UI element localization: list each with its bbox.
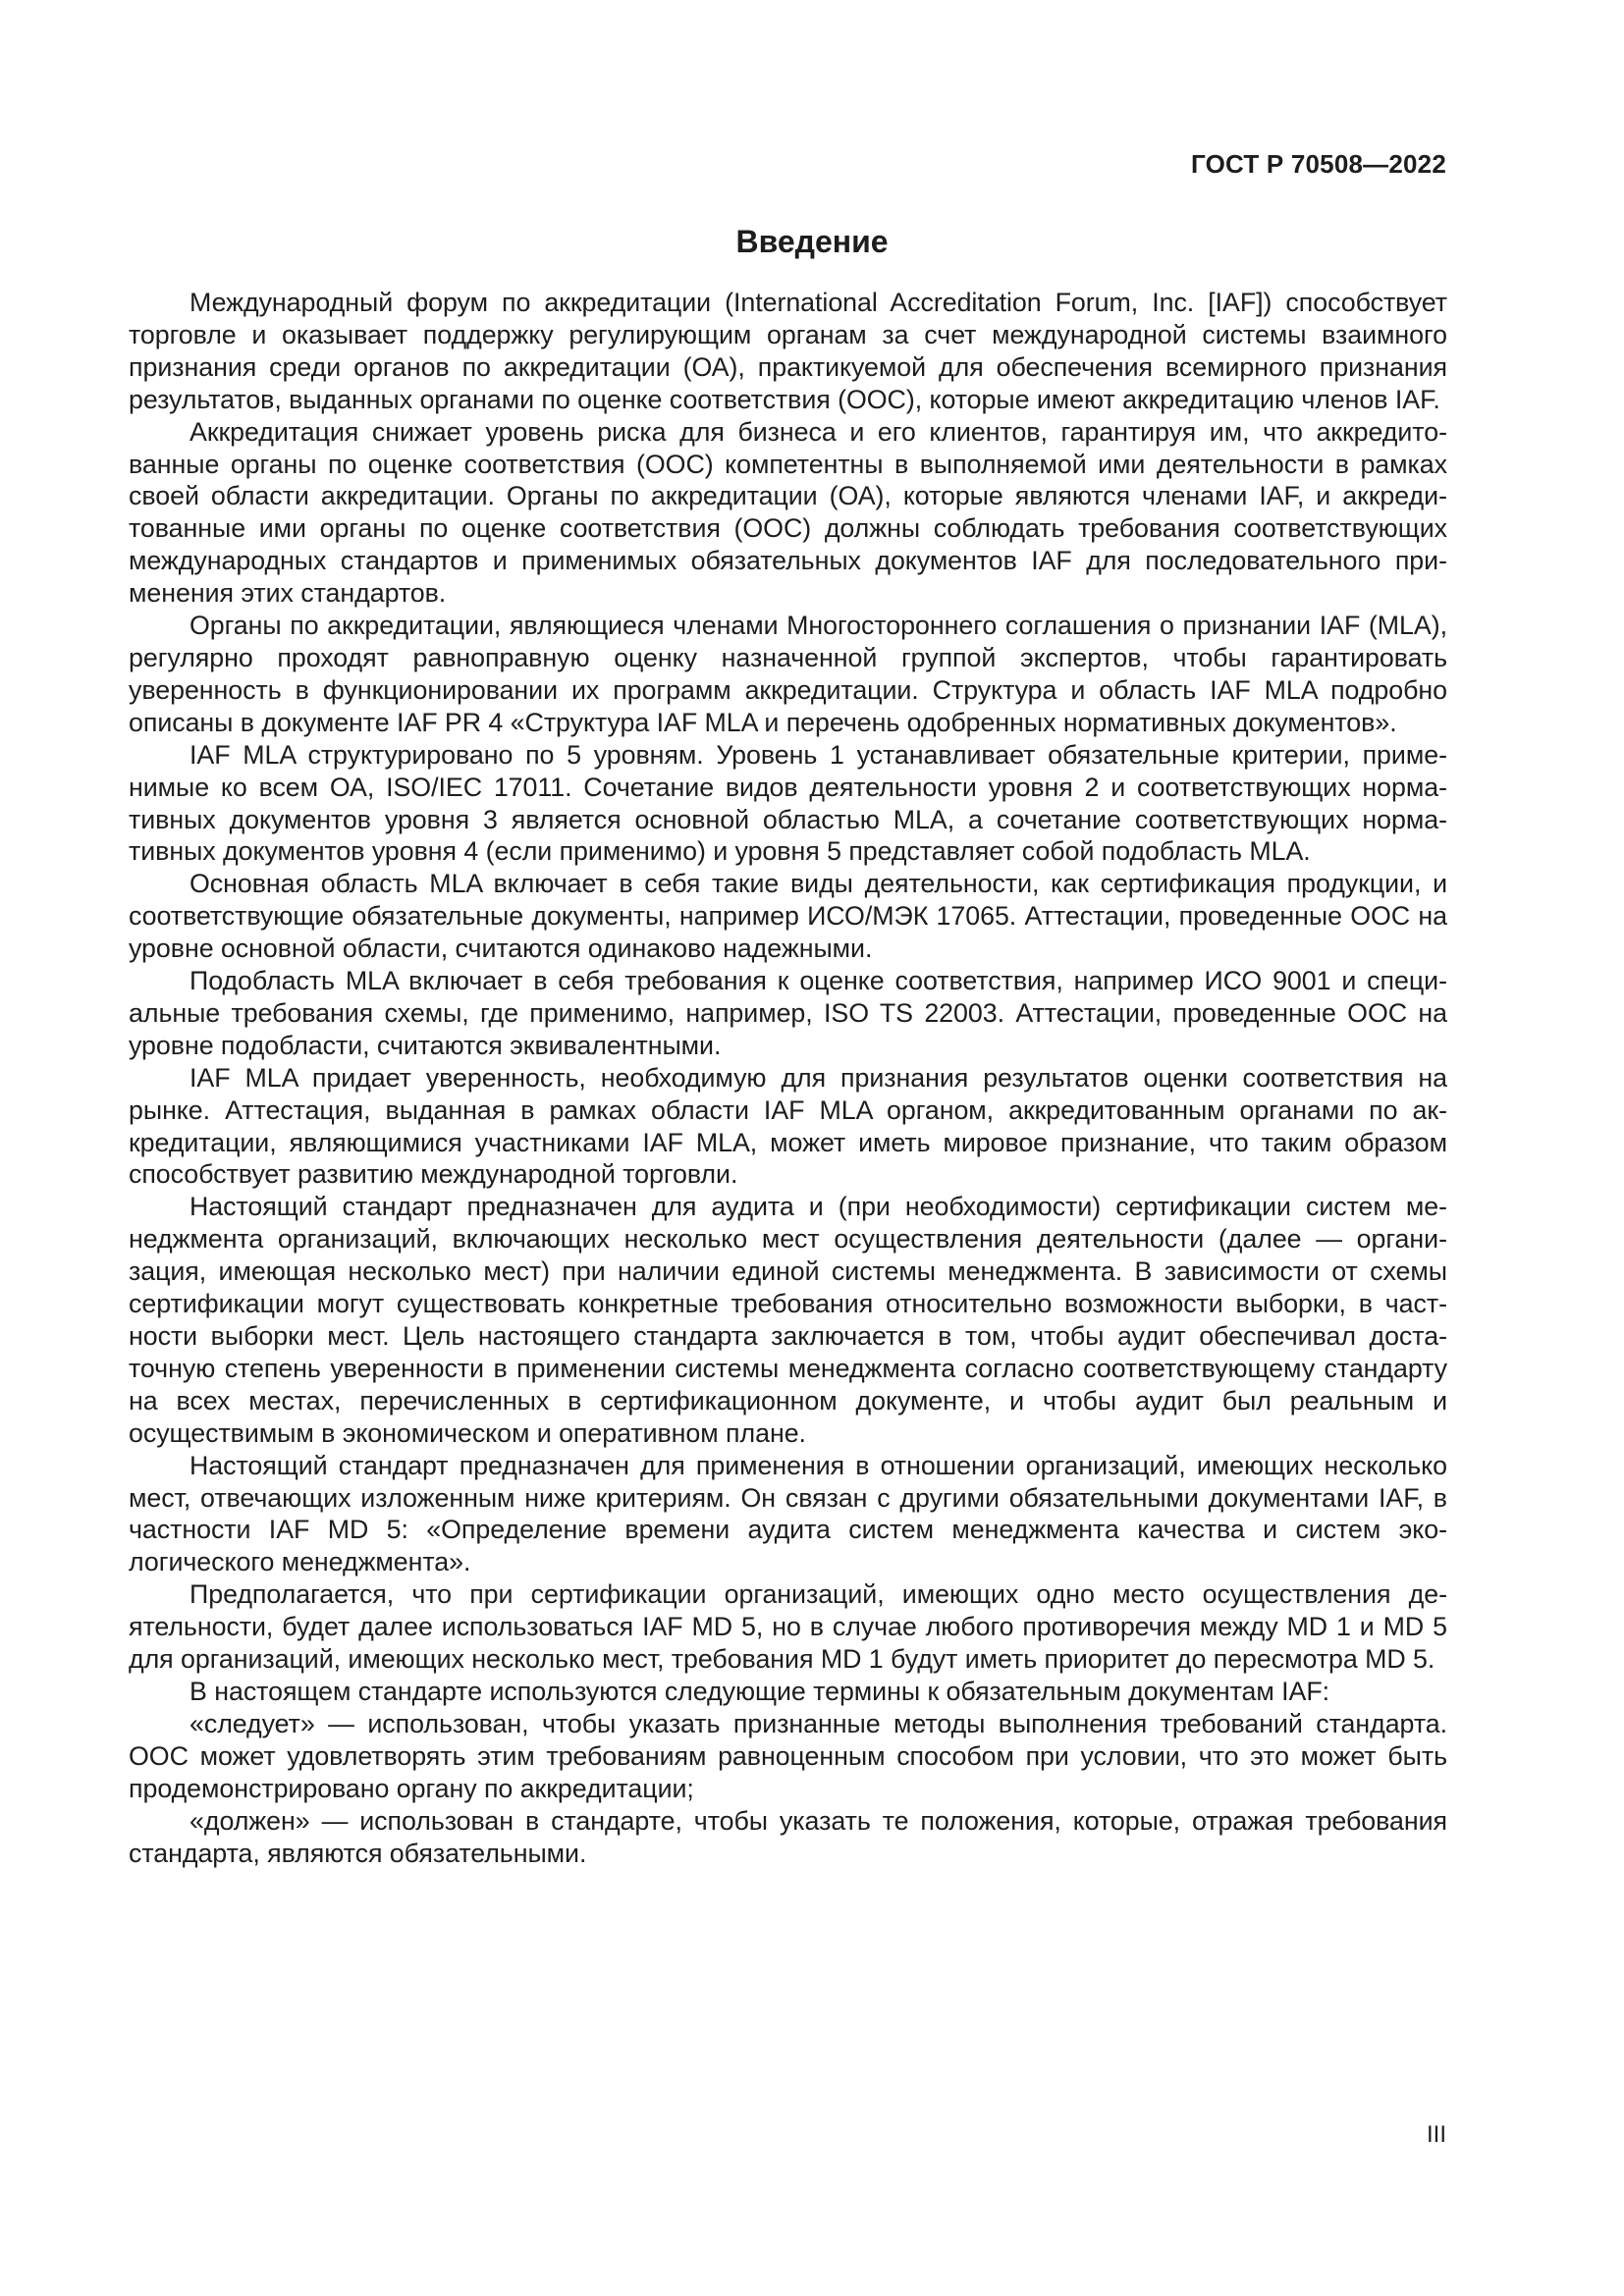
paragraph: Аккредитация снижает уровень риска для бизнеса и его клиентов, гарантируя им, что аккредитованные органы по оценке соответствия (ООС) компетентны в выполняемой ими деятельности в рамках своей области аккредитации. Органы по аккредитации (ОА), которые являются членами IAF, и аккредитованные ими органы по оценке соответствия (ООС) должны соблюдать требования соответствующих международных стандартов и применимых обязательных документов IAF для последовательного применения этих стандартов. xyxy=(129,416,1447,609)
paragraph: Подобласть MLA включает в себя требования к оценке соответствия, например ИСО 9001 и специальные требования схемы, где применимо, например, ISO TS 22003. Аттестации, проведенные ООС на уровне подобласти, считаются эквивалентными. xyxy=(129,966,1447,1060)
body-text xyxy=(129,287,1447,1869)
paragraph: Настоящий стандарт предназначен для применения в отношении организаций, имеющих несколько мест, отвечающих изложенным ниже критериям. Он связан с другими обязательными документами IAF, в частности IAF MD 5: «Определение времени аудита систем менеджмента качества и систем экологического менеджмента». xyxy=(129,1450,1447,1577)
paragraph: Органы по аккредитации, являющиеся членами Многостороннего соглашения о признании IAF (MLA), регулярно проходят равноправную оценку назначенной группой экспертов, чтобы гарантировать уверенность в функционировании их программ аккредитации. Структура и область IAF MLA подробно описаны в документе IAF PR 4 «Структура IAF MLA и перечень одобренных нормативных документов». xyxy=(129,611,1447,737)
page-number: III xyxy=(1426,2121,1446,2148)
section-title: Введение xyxy=(735,224,889,259)
paragraph: Международный форум по аккредитации (International Accreditation Forum, Inc. [IAF]) способствует торговле и оказывает поддержку регулирующим органам за счет международной системы взаимного признания среди органов по аккредитации (ОА), практикуемой для обеспечения всемирного признания результатов, выданных органами по оценке соответствия (ООС), которые имеют аккредитацию членов IAF. xyxy=(129,288,1447,414)
paragraph: «следует» — использован, чтобы указать признанные методы выполнения требований стандарта. ООС может удовлетворять этим требованиям равноценным способом при условии, что это может быть продемонстрировано органу по аккредитации; xyxy=(129,1708,1447,1803)
paragraph: Настоящий стандарт предназначен для аудита и (при необходимости) сертификации систем менеджмента организаций, включающих несколько мест осуществления деятельности (далее — организация, имеющая несколько мест) при наличии единой системы менеджмента. В зависимости от схемы сертификации могут существовать конкретные требования относительно возможности выборки, в частности выборки мест. Цель настоящего стандарта заключается в том, чтобы аудит обеспечивал достаточную степень уверенности в применении системы менеджмента согласно соответствующему стандарту на всех местах, перечисленных в сертификационном документе, и чтобы аудит был реальным и осуществимым в экономическом и оперативном плане. xyxy=(129,1192,1447,1448)
paragraph: Основная область MLA включает в себя такие виды деятельности, как сертификация продукции, и соответствующие обязательные документы, например ИСО/МЭК 17065. Аттестации, проведенные ООС на уровне основной области, считаются одинаково надежными. xyxy=(129,869,1447,964)
paragraph: IAF MLA придает уверенность, необходимую для признания результатов оценки соответствия на рынке. Аттестация, выданная в рамках области IAF MLA органом, аккредитованным органами по аккредитации, являющимися участниками IAF MLA, может иметь мировое признание, что таким образом способствует развитию международной торговли. xyxy=(129,1062,1447,1190)
paragraph: «должен» — использован в стандарте, чтобы указать те положения, которые, отражая требования стандарта, являются обязательными. xyxy=(129,1805,1447,1868)
document-code: ГОСТ Р 70508—2022 xyxy=(1191,149,1446,179)
paragraph: Предполагается, что при сертификации организаций, имеющих одно место осуществления деятельности, будет далее использоваться IAF MD 5, но в случае любого противоречия между MD 1 и MD 5 для организаций, имеющих несколько мест, требования MD 1 будут иметь приоритет до пересмотра MD 5. xyxy=(129,1579,1447,1675)
paragraph: В настоящем стандарте используются следующие термины к обязательным документам IAF: xyxy=(189,1676,1330,1706)
paragraph: IAF MLA структурировано по 5 уровням. Уровень 1 устанавливает обязательные критерии, применимые ко всем ОА, ISO/IEC 17011. Сочетание видов деятельности уровня 2 и соответствующих нормативных документов уровня 3 является основной областью MLA, а сочетание соответствующих нормативных документов уровня 4 (если применимо) и уровня 5 представляет собой подобласть MLA. xyxy=(129,739,1447,867)
